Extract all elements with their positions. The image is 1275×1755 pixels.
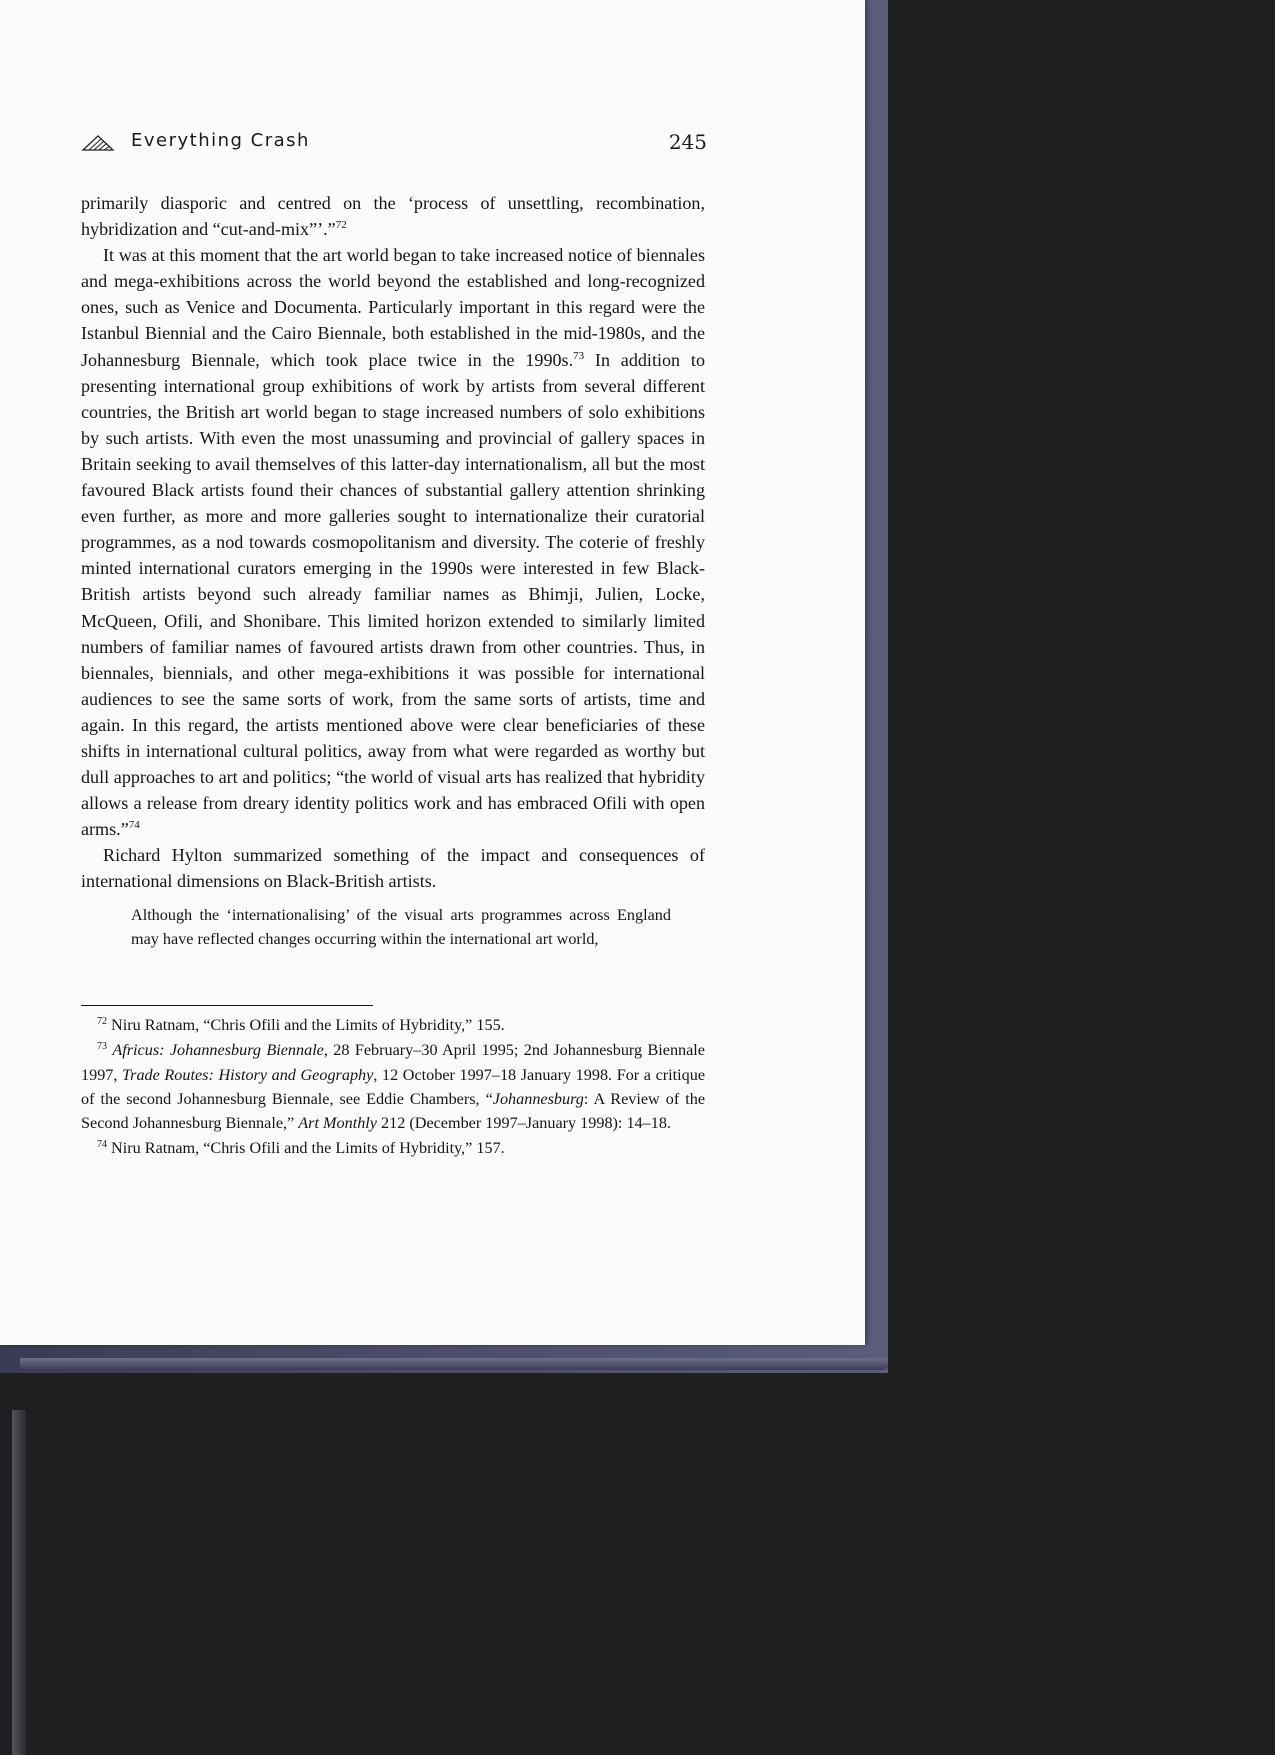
- body-text: [81, 190, 705, 952]
- footnote-number: 73: [97, 1041, 107, 1053]
- triangle-stripes-logo-icon: [81, 134, 115, 152]
- footnote-text: Niru Ratnam, “Chris Ofili and the Limits of Hybridity,” 157.: [111, 1139, 505, 1158]
- footnote-ref: 73: [573, 349, 585, 362]
- footnote: [81, 1136, 705, 1160]
- footnote-text: Niru Ratnam, “Chris Ofili and the Limits of Hybridity,” 155.: [111, 1016, 505, 1034]
- footnote-text: , 12 October 1997–18 January 1998. For a critique of the second Johannesburg Biennale, see Eddie Chambers, “: [81, 1065, 706, 1108]
- paragraph-text: primarily diasporic and centred on the ‘process of unsettling, recombination, hybridization and “cut-and-mix”’.”: [81, 193, 705, 240]
- footnote-text: : A Review of the Second Johannesburg Biennale,”: [81, 1089, 705, 1133]
- cover-edge: [20, 1358, 888, 1370]
- footnote-title: Africus: Johannesburg Biennale: [112, 1041, 324, 1060]
- footnote-title: Trade Routes: History and Geography: [122, 1065, 374, 1084]
- paragraph-text: It was at this moment that the art world began to take increased notice of biennales and mega-exhibitions across the world beyond the established and long-recognized ones, such as Venice and Documenta. Particularly important in this regard were the Istanbul Biennial and the Cairo Biennale, both established in the mid-1980s, and the Johannesburg Biennale, which took place twice in the 1990s.: [81, 245, 705, 370]
- block-quote: Although the ‘internationalising’ of the visual arts programmes across England may have reflected changes occurring within the international art world,: [131, 905, 671, 949]
- page-number: 245: [668, 130, 707, 154]
- footnote-number: 72: [97, 1016, 107, 1027]
- footnote-text: , 28 February–30 April 1995; 2nd Johannesburg Biennale 1997,: [81, 1041, 705, 1084]
- page-edge-strip: [12, 1410, 26, 1755]
- footnotes: [81, 1013, 705, 1162]
- footnote-title: Johannesburg: [492, 1089, 584, 1108]
- footnote-number: 74: [97, 1139, 107, 1151]
- running-title: Everything Crash: [131, 130, 310, 151]
- paragraph: [81, 242, 705, 842]
- paragraph: [81, 190, 705, 242]
- footnote-text: 212 (December 1997–January 1998): 14–18.: [376, 1114, 671, 1133]
- footnote: [81, 1013, 705, 1037]
- footnote-divider: [81, 1005, 373, 1006]
- footnote: [81, 1038, 705, 1135]
- running-head: [81, 130, 707, 160]
- paragraph-text: In addition to presenting international group exhibitions of work by artists from several different countries, the British art world began to stage increased numbers of solo exhibitions by such artists. With even the most unassuming and provincial of gallery spaces in Britain seeking to avail themselves of this latter-day internationalism, all but the most favoured Black artists found their chances of substantial gallery attention shrinking even further, as more and more galleries sought to internationalize their curatorial programmes, as a nod towards cosmopolitanism and diversity. The coterie of freshly minted international curators emerging in the 1990s were interested in few Black-British artists beyond such already familiar names as Bhimji, Julien, Locke, McQueen, Ofili, and Shonibare. This limited horizon extended to similarly limited numbers of familiar names of favoured artists drawn from other countries. Thus, in biennales, biennials, and other mega-exhibitions it was possible for international audiences to see the same sorts of work, from the same sorts of artists, time and again. In this regard, the artists mentioned above were clear beneficiaries of these shifts in international cultural politics, away from what were regarded as worthy but dull approaches to art and politics; “the world of visual arts has realized that hybridity allows a release from dreary identity politics work and has embraced Ofili with open arms.”: [81, 349, 705, 840]
- paragraph: Richard Hylton summarized something of the impact and consequences of international dimensions on Black-British artists.: [81, 845, 705, 892]
- footnote-ref: 72: [335, 219, 347, 232]
- footnote-title: Art Monthly: [298, 1114, 377, 1133]
- footnote-ref: 74: [128, 819, 140, 832]
